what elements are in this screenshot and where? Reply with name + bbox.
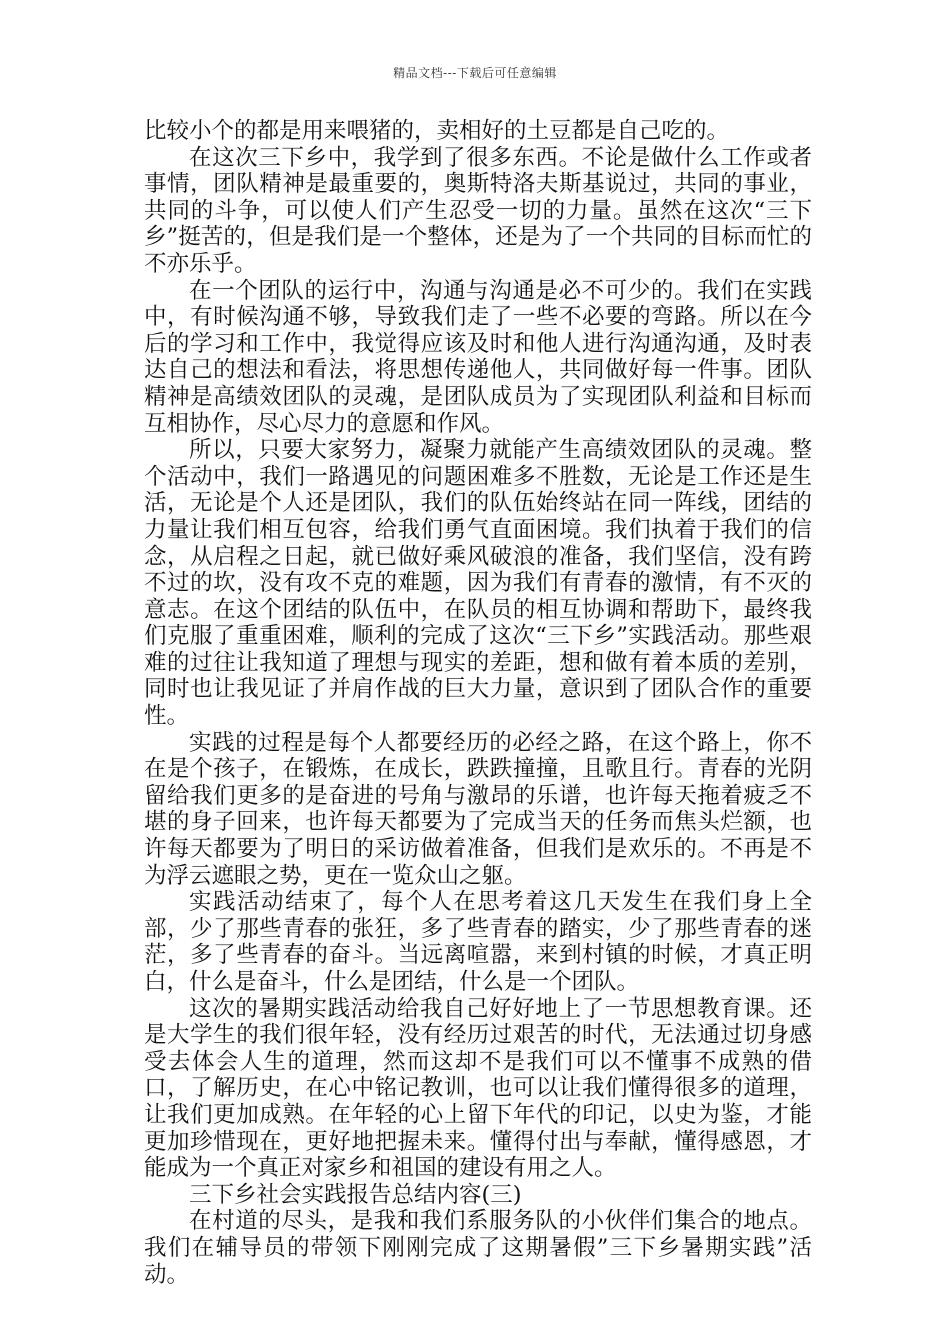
paragraph-8: 在村道的尽头，是我和我们系服务队的小伙伴们集合的地点。我们在辅导员的带领下刚刚完成了这期暑假”三下乡暑期实践”活动。 xyxy=(144,1208,812,1288)
paragraph-1: 比较小个的都是用来喂猪的，卖相好的土豆都是自己吃的。 xyxy=(144,118,730,144)
paragraph-4: 所以，只要大家努力，凝聚力就能产生高绩效团队的灵魂。整个活动中，我们一路遇见的问题困难多不胜数，无论是工作还是生活，无论是个人还是团队，我们的队伍始终站在同一阵线，团结的力量让我们相互包容，给我们勇气直面困境。我们执着于我们的信念，从启程之日起，就已做好乘风破浪的准备，我们坚信，没有跨不过的坎，没有攻不克的难题，因为我们有青春的激情，有不灭的意志。在这个团结的队伍中，在队员的相互协调和帮助下，最终我们克服了重重困难，顺利的完成了这次“三下乡”实践活动。那些艰难的过往让我知道了理想与现实的差距，想和做有着本质的差别，同时也让我见证了并肩作战的巨大力量，意识到了团队合作的重要性。 xyxy=(144,437,812,730)
paragraph-5: 实践的过程是每个人都要经历的必经之路，在这个路上，你不在是个孩子，在锻炼，在成长，跌跌撞撞，且歌且行。青春的光阴留给我们更多的是奋进的号角与激昂的乐谱，也许每天拖着疲乏不堪的身子回来，也许每天都要为了完成当天的任务而焦头烂额，也许每天都要为了明日的采访做着准备，但我们是欢乐的。不再是不为浮云遮眼之势，更在一览众山之躯。 xyxy=(144,729,812,889)
paragraph-6: 实践活动结束了，每个人在思考着这几天发生在我们身上全部，少了那些青春的张狂，多了些青春的踏实，少了那些青春的迷茫，多了些青春的奋斗。当远离喧嚣，来到村镇的时候，才真正明白，什么是奋斗，什么是团结，什么是一个团队。 xyxy=(144,889,812,995)
page-header: 精品文档---下载后可任意编辑 xyxy=(393,66,557,80)
paragraph-3: 在一个团队的运行中，沟通与沟通是必不可少的。我们在实践中，有时候沟通不够，导致我们走了一些不必要的弯路。所以在今后的学习和工作中，我觉得应该及时和他人进行沟通沟通，及时表达自己的想法和看法，将思想传递他人，共同做好每一件事。团队精神是高绩效团队的灵魂，是团队成员为了实现团队利益和目标而互相协作，尽心尽力的意愿和作风。 xyxy=(144,277,812,437)
paragraph-7: 这次的暑期实践活动给我自己好好地上了一节思想教育课。还是大学生的我们很年轻，没有经历过艰苦的时代，无法通过切身感受去体会人生的道理，然而这却不是我们可以不懂事不成熟的借口，了解历史，在心中铭记教训，也可以让我们懂得很多的道理，让我们更加成熟。在年轻的心上留下年代的印记，以史为鉴，才能更加珍惜现在，更好地把握未来。懂得付出与奉献，懂得感恩，才能成为一个真正对家乡和祖国的建设有用之人。 xyxy=(144,995,812,1182)
section-heading: 三下乡社会实践报告总结内容(三) xyxy=(189,1181,522,1208)
document-body xyxy=(144,118,812,1288)
paragraph-2: 在这次三下乡中，我学到了很多东西。不论是做什么工作或者事情，团队精神是最重要的，奥斯特洛夫斯基说过，共同的事业，共同的斗争，可以使人们产生忍受一切的力量。虽然在这次“三下乡”挺苦的，但是我们是一个整体，还是为了一个共同的目标而忙的不亦乐乎。 xyxy=(144,144,812,277)
